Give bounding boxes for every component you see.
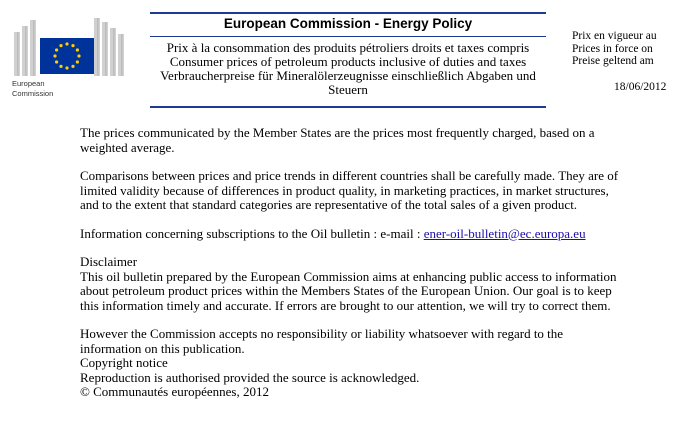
paragraph-comparisons: Comparisons between prices and price trends in different countries shall be carefully made. They are of limited validity because of differences in product quality, in marketing practices, in market structures, and to the extent that standard categories are representative of the total sales of a given product. (80, 168, 619, 212)
validity-date: 18/06/2012 (614, 81, 667, 93)
subscription-text: Information concerning subscriptions to the Oil bulletin : e-mail : (80, 225, 424, 241)
reproduction-text: Reproduction is authorised provided the source is acknowledged. (80, 369, 420, 385)
liability-text: However the Commission accepts no responsibility or liability whatsoever with regard to the information on this publication. (80, 326, 564, 356)
ec-building-flag-icon (12, 10, 130, 80)
main-content (80, 126, 620, 414)
validity-labels (572, 30, 657, 68)
logo-caption (12, 79, 53, 99)
header-divider (150, 36, 546, 37)
validity-english: Prices in force on (572, 42, 653, 55)
copyright-heading: Copyright notice (80, 355, 168, 370)
header-subtitles (150, 41, 546, 97)
subtitle-german-line2: Steuern (328, 82, 368, 97)
disclaimer-section (80, 255, 620, 313)
liability-section (80, 327, 620, 400)
subscription-info (80, 227, 620, 242)
validity-german: Preise geltend am (572, 55, 654, 67)
logo-caption-line2: Commission (12, 89, 54, 98)
disclaimer-body: This oil bulletin prepared by the European Commission aims at enhancing public access to information about petroleum product prices within the Members States of the European Union. Our goal is to keep this information timely and accurate. If errors are brought to our attention, we will try to correct them. (80, 268, 617, 313)
logo-caption-line1: European (12, 79, 45, 88)
disclaimer-heading: Disclaimer (80, 254, 138, 269)
page-title: European Commission - Energy Policy (223, 16, 473, 31)
header-box (150, 12, 546, 108)
subtitle-german-line1: Verbraucherpreise für Mineralölerzeugnisse einschließlich Abgaben und (160, 68, 536, 83)
subscription-email-link[interactable]: ener-oil-bulletin@ec.europa.eu (423, 225, 586, 241)
validity-french: Prix en vigueur au (572, 30, 657, 42)
paragraph-weighted-average: The prices communicated by the Member States are the prices most frequently charged, based on a weighted average. (80, 125, 595, 155)
subtitle-french: Prix à la consommation des produits pétroliers droits et taxes compris (166, 40, 530, 55)
copyright-line: © Communautés européennes, 2012 (80, 384, 269, 399)
subtitle-english: Consumer prices of petroleum products inclusive of duties and taxes (169, 54, 527, 69)
